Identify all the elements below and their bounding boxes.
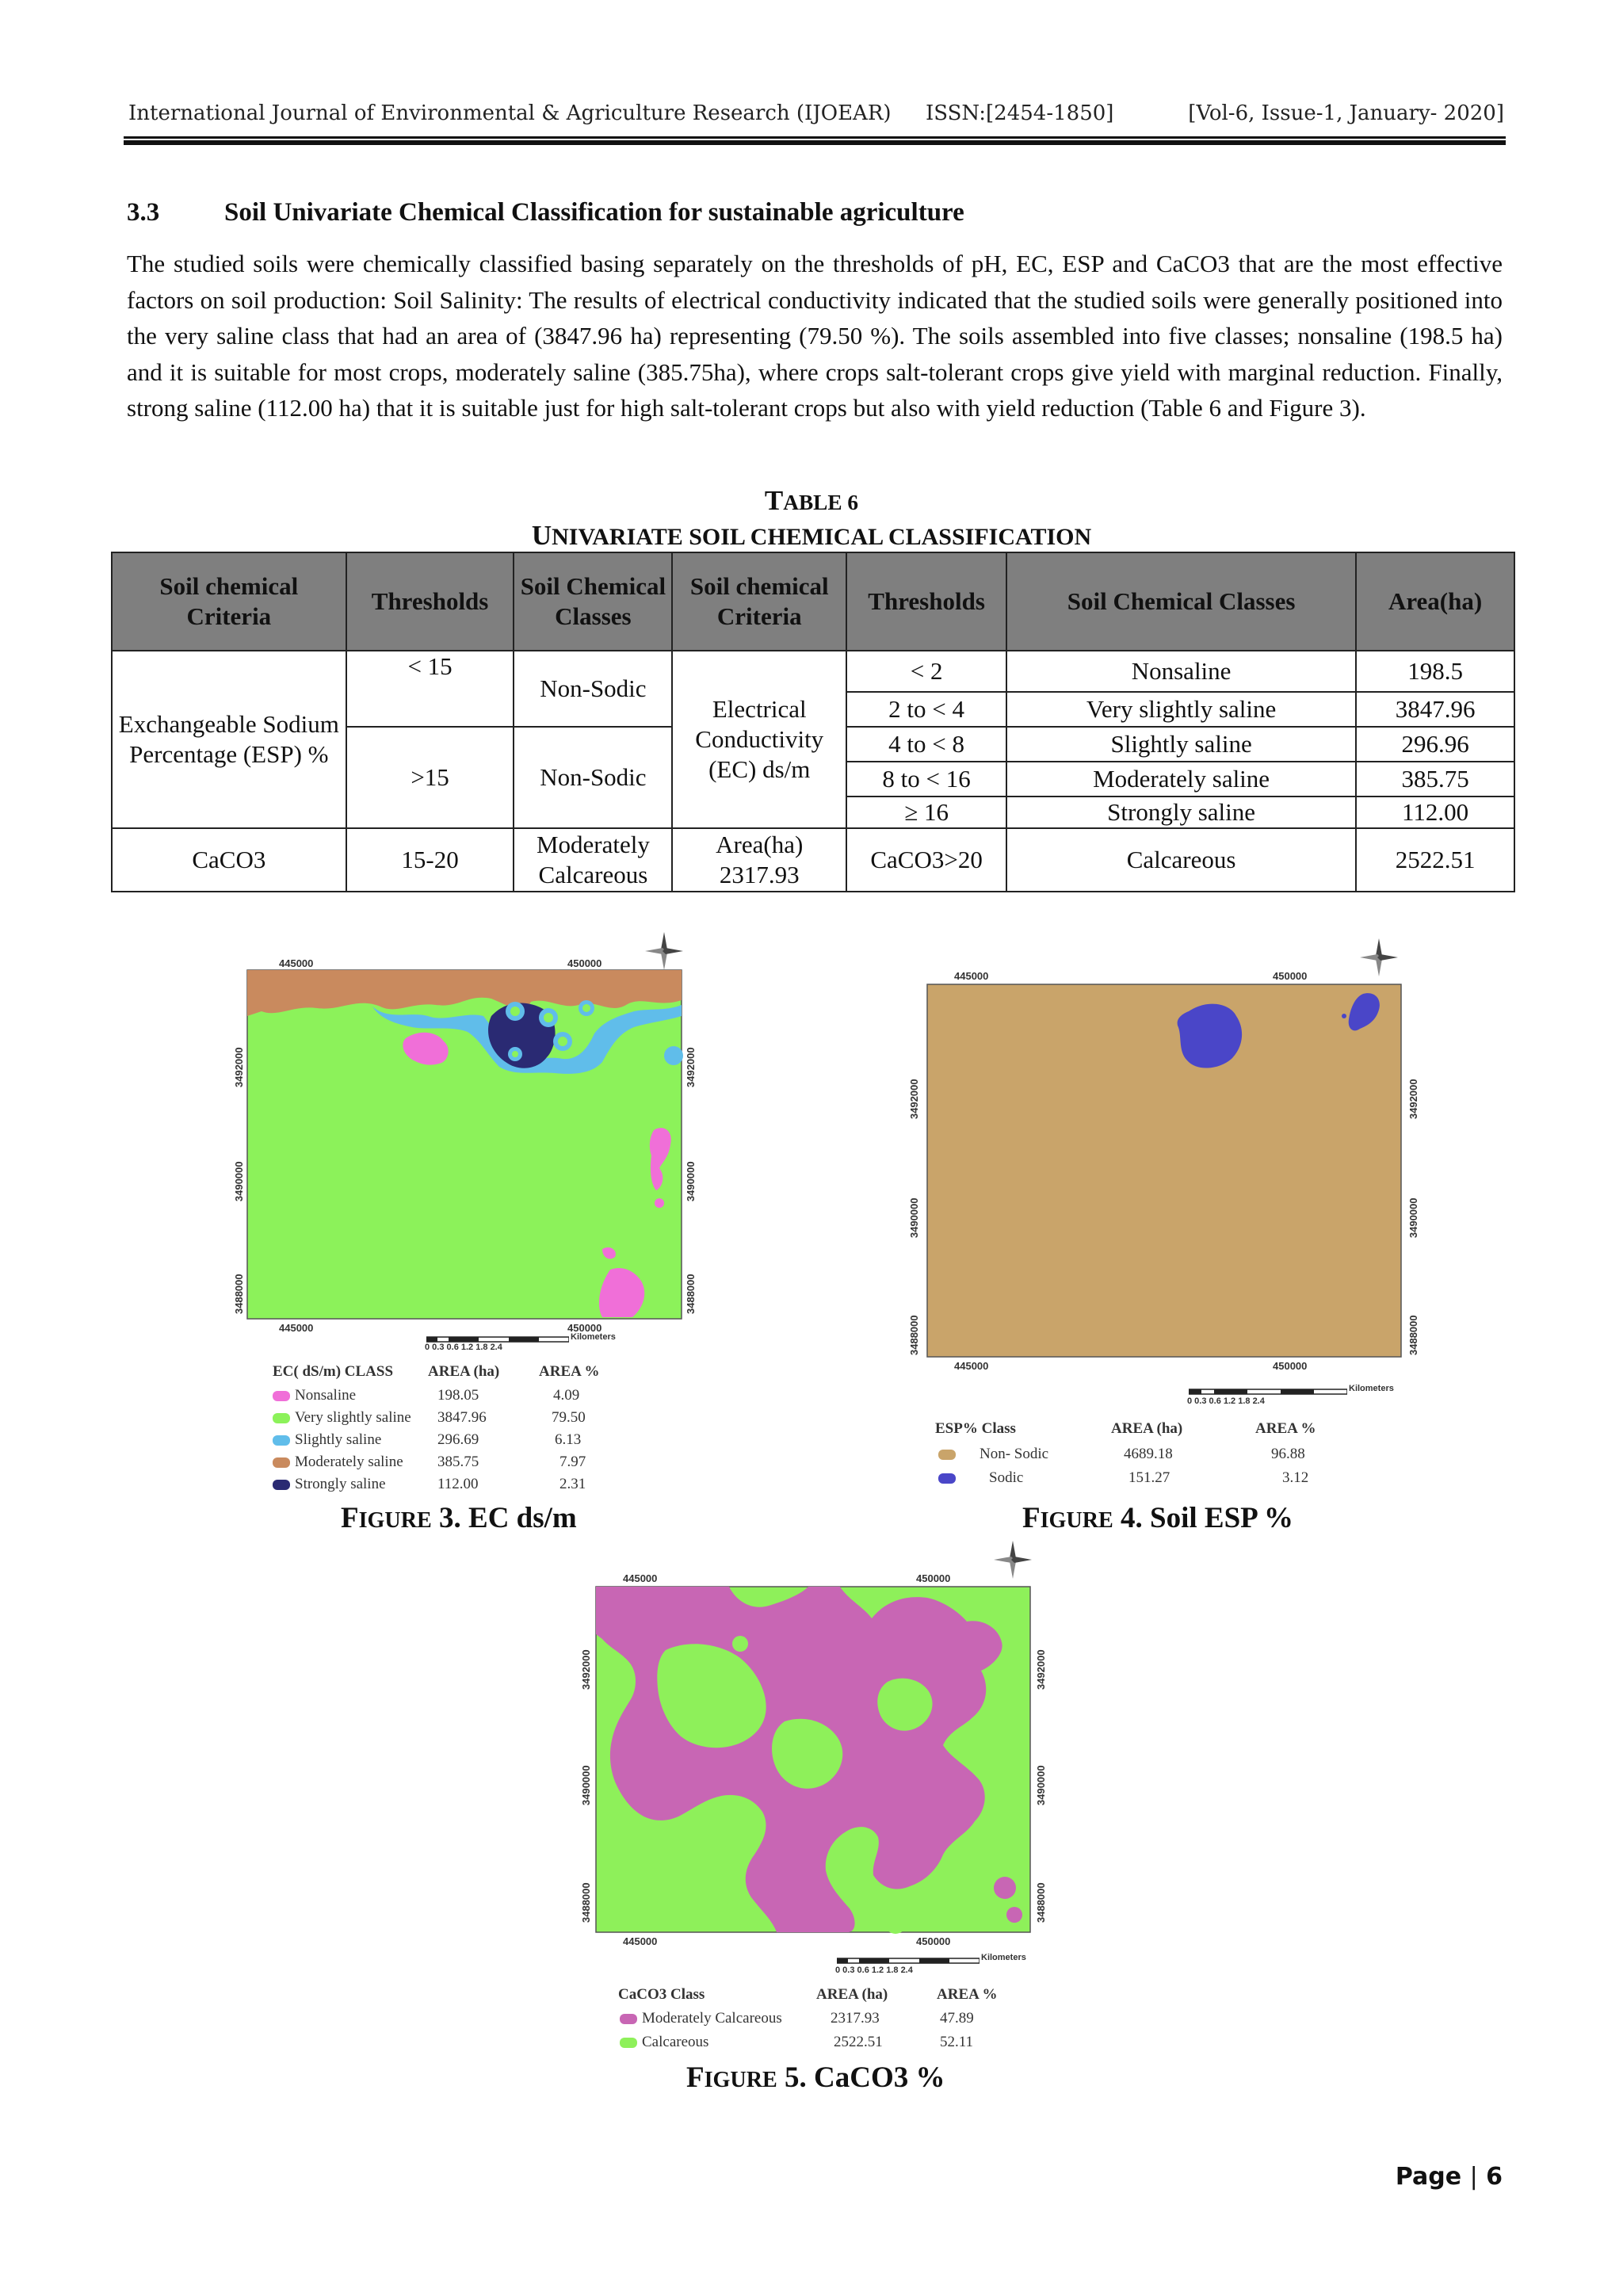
- table-cell: Strongly saline: [1006, 797, 1356, 828]
- body-paragraph: The studied soils were chemically classified basing separately on the thresholds of pH, EC, ESP and CaCO3 that are the most effective factors on soil production: Soil Salinity: The results of electrical conductivity indicated that the studied soils were generally positioned into the very saline class that had an area of (3847.96 ha) representing (79.50 %). The soils assembled into five classes; nonsaline (198.5 ha) and it is suitable for most crops, moderately saline (385.75ha), where crops salt-tolerant crops give yield with marginal reduction. Finally, strong saline (112.00 ha) that it is suitable just for high salt-tolerant crops but also with yield reduction (Table 6 and Figure 3).: [127, 250, 1503, 422]
- table-cell: 296.96: [1356, 727, 1514, 762]
- northing-label: 3492000: [580, 1649, 592, 1690]
- header-rule: [124, 136, 1506, 139]
- northing-label: 3492000: [685, 1047, 697, 1087]
- figure-5-caption: FIGURE 5. CaCO3 %: [686, 2061, 945, 2094]
- scale-numbers: 0 0.3 0.6 1.2 1.8 2.4: [835, 1966, 913, 1975]
- table-cell: 198.5: [1356, 651, 1514, 692]
- northing-label: 3490000: [1407, 1198, 1419, 1238]
- table-row: [112, 651, 1514, 692]
- legend-swatch: [273, 1480, 290, 1490]
- easting-label: 450000: [916, 1935, 951, 1947]
- legend-row: Nonsaline: [273, 1387, 356, 1404]
- legend-row: Slightly saline: [273, 1431, 381, 1449]
- table-header: Soil chemical Criteria: [112, 552, 346, 651]
- northing-label: 3492000: [908, 1079, 920, 1119]
- table-cell: Non-Sodic: [514, 727, 672, 828]
- scale-bar-icon: [1189, 1389, 1347, 1395]
- volume-info: [Vol-6, Issue-1, January- 2020]: [1188, 101, 1504, 125]
- northing-label: 3488000: [685, 1274, 697, 1314]
- easting-label: 445000: [954, 970, 989, 982]
- table-cell: CaCO3: [112, 828, 346, 892]
- figure-5-legend: CaCO3 Class AREA (ha) AREA % Moderately Calcareous 2317.93 47.89 Calcareous 2522.51 52.11: [618, 1986, 998, 2050]
- easting-label: 445000: [279, 1322, 314, 1334]
- legend-swatch: [273, 1457, 290, 1468]
- easting-label: 445000: [954, 1360, 989, 1372]
- table-cell: Non-Sodic: [514, 651, 672, 727]
- table-cell: Exchangeable Sodium Percentage (ESP) %: [112, 651, 346, 828]
- figure-4-caption: FIGURE 4. Soil ESP %: [1022, 1502, 1293, 1534]
- northing-label: 3488000: [580, 1882, 592, 1923]
- running-header: [128, 101, 1504, 133]
- table-header-row: [112, 552, 1514, 651]
- page-number: Page | 6: [1395, 2163, 1503, 2191]
- table-header: Area(ha): [1356, 552, 1514, 651]
- table-cell: Nonsaline: [1006, 651, 1356, 692]
- caco3-map-graphic: [571, 1555, 1062, 1951]
- table-header: Soil Chemical Classes: [514, 552, 672, 651]
- table-cell: 385.75: [1356, 762, 1514, 797]
- figure-4-legend: ESP% Class AREA (ha) AREA % Non- Sodic 4689.18 96.88 Sodic 151.27 3.12: [935, 1420, 1316, 1486]
- legend-row: Strongly saline: [273, 1476, 386, 1493]
- legend-swatch: [620, 2038, 637, 2048]
- northing-label: 3488000: [908, 1315, 920, 1355]
- legend-row: Moderately Calcareous: [620, 2010, 782, 2027]
- scale-bar-icon: [837, 1958, 980, 1964]
- easting-label: 450000: [567, 1322, 602, 1334]
- northing-label: 3492000: [233, 1047, 245, 1087]
- table-header: Soil Chemical Classes: [1006, 552, 1356, 651]
- northing-label: 3490000: [1035, 1765, 1047, 1805]
- northing-label: 3490000: [233, 1161, 245, 1201]
- northing-label: 3492000: [1407, 1079, 1419, 1119]
- table-cell: 15-20: [346, 828, 514, 892]
- table-header: Thresholds: [846, 552, 1006, 651]
- figure-4-map: [903, 937, 1426, 1381]
- ec-map-graphic: [230, 929, 713, 1349]
- figure-3-caption: FIGURE 3. EC ds/m: [341, 1502, 577, 1534]
- easting-label: 445000: [623, 1572, 658, 1584]
- table-cell: 3847.96: [1356, 692, 1514, 727]
- legend-row: Sodic: [938, 1469, 1023, 1487]
- journal-title: International Journal of Environmental & Agriculture Research (IJOEAR): [128, 101, 892, 125]
- table-cell: Moderately saline: [1006, 762, 1356, 797]
- legend-swatch: [938, 1450, 956, 1460]
- scale-unit: Kilometers: [981, 1953, 1026, 1962]
- section-title: Soil Univariate Chemical Classification for sustainable agriculture: [224, 198, 964, 227]
- figure-3-map: [230, 929, 713, 1349]
- legend-row: Non- Sodic: [938, 1446, 1048, 1463]
- scale-unit: Kilometers: [1349, 1384, 1394, 1393]
- table-cell: CaCO3>20: [846, 828, 1006, 892]
- table-cell: 2522.51: [1356, 828, 1514, 892]
- legend-row: Calcareous: [620, 2034, 708, 2051]
- table-cell: Calcareous: [1006, 828, 1356, 892]
- figure-5-map: [571, 1555, 1062, 1951]
- northing-label: 3490000: [685, 1161, 697, 1201]
- table-row: [112, 828, 1514, 892]
- figure-3-legend: EC( dS/m) CLASS AREA (ha) AREA % Nonsaline 198.05 4.09 Very slightly saline 3847.96 79.50 Slightly saline 296.69 6.13 Moderately saline 385.75 7.97 Strongly saline 112.00 2.31: [273, 1363, 600, 1492]
- table-cell: 8 to < 16: [846, 762, 1006, 797]
- legend-row: Moderately saline: [273, 1454, 403, 1471]
- table-caption-title: UNIVARIATE SOIL CHEMICAL CLASSIFICATION: [531, 520, 1092, 551]
- section-number: 3.3: [127, 198, 160, 227]
- table-cell: Area(ha) 2317.93: [672, 828, 846, 892]
- table-cell: 4 to < 8: [846, 727, 1006, 762]
- table-cell: Electrical Conductivity (EC) ds/m: [672, 651, 846, 828]
- easting-label: 450000: [567, 957, 602, 969]
- issn: ISSN:[2454-1850]: [926, 101, 1114, 125]
- table-cell: >15: [346, 727, 514, 828]
- northing-label: 3488000: [1035, 1882, 1047, 1923]
- table-cell: Slightly saline: [1006, 727, 1356, 762]
- northing-label: 3492000: [1035, 1649, 1047, 1690]
- header-rule-thick: [124, 140, 1506, 145]
- legend-swatch: [273, 1413, 290, 1423]
- easting-label: 450000: [916, 1572, 951, 1584]
- table-header: Thresholds: [346, 552, 514, 651]
- north-arrow-icon: [1357, 935, 1401, 980]
- table-cell: 2 to < 4: [846, 692, 1006, 727]
- north-arrow-icon: [642, 929, 686, 973]
- northing-label: 3490000: [580, 1765, 592, 1805]
- northing-label: 3490000: [908, 1198, 920, 1238]
- easting-label: 450000: [1273, 1360, 1308, 1372]
- table-cell: Moderately Calcareous: [514, 828, 672, 892]
- table-header: Soil chemical Criteria: [672, 552, 846, 651]
- scale-unit: Kilometers: [571, 1332, 616, 1342]
- northing-label: 3488000: [233, 1274, 245, 1314]
- legend-row: Very slightly saline: [273, 1409, 411, 1427]
- scale-numbers: 0 0.3 0.6 1.2 1.8 2.4: [1187, 1396, 1265, 1406]
- esp-map-graphic: [903, 937, 1426, 1381]
- legend-swatch: [938, 1473, 956, 1484]
- easting-label: 450000: [1273, 970, 1308, 982]
- legend-swatch: [273, 1391, 290, 1401]
- table-cell: 112.00: [1356, 797, 1514, 828]
- north-arrow-icon: [991, 1538, 1035, 1582]
- table-6: [111, 552, 1515, 892]
- scale-bar-icon: [426, 1336, 569, 1343]
- legend-swatch: [273, 1435, 290, 1446]
- northing-label: 3488000: [1407, 1315, 1419, 1355]
- table-cell: < 15: [346, 651, 514, 727]
- easting-label: 445000: [623, 1935, 658, 1947]
- table-cell: ≥ 16: [846, 797, 1006, 828]
- table-cell: < 2: [846, 651, 1006, 692]
- scale-numbers: 0 0.3 0.6 1.2 1.8 2.4: [425, 1343, 502, 1352]
- table-caption-number: TABLE 6: [764, 485, 859, 516]
- easting-label: 445000: [279, 957, 314, 969]
- table-cell: Very slightly saline: [1006, 692, 1356, 727]
- legend-swatch: [620, 2014, 637, 2024]
